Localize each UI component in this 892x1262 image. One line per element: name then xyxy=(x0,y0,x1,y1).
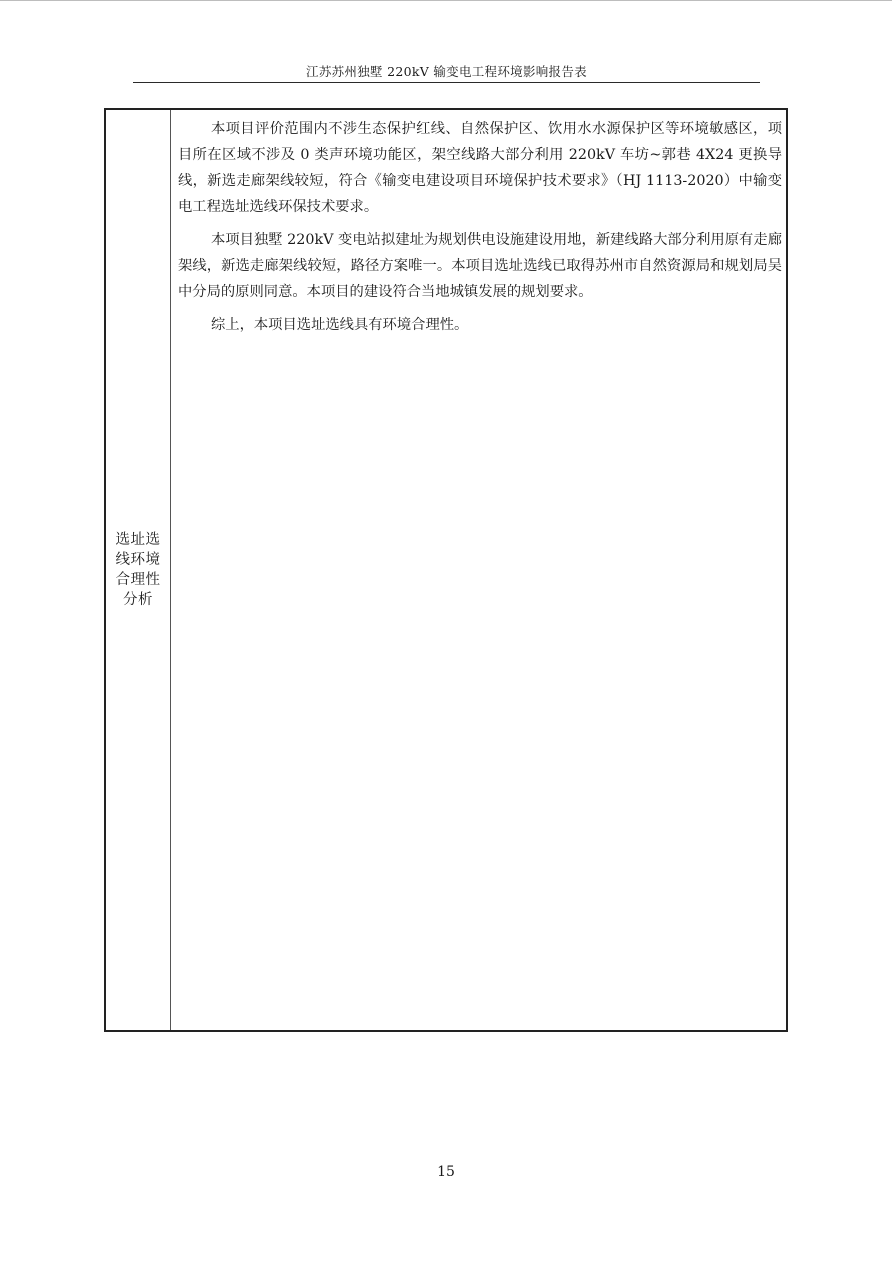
page-top-border xyxy=(0,0,892,1)
table-content-cell xyxy=(178,116,782,345)
table-label-text: 选址选线环境合理性分析 xyxy=(115,532,161,608)
header-underline xyxy=(133,82,760,83)
paragraph-conclusion: 综上，本项目选址选线具有环境合理性。 xyxy=(211,317,469,333)
analysis-table xyxy=(104,108,788,1032)
page-header-title: 江苏苏州独墅 220kV 输变电工程环境影响报告表 xyxy=(306,64,587,79)
column-divider xyxy=(170,110,171,1030)
paragraph-sensitive-areas: 本项目评价范围内不涉生态保护红线、自然保护区、饮用水水源保护区等环境敏感区，项目所在区域不涉及 0 类声环境功能区，架空线路大部分利用 220kV 车坊~郭巷 4X24 更换导线，新选走廊架线较短，符合《输变电建设项目环境保护技术要求》（HJ 1113-2020）中输变电工程选址选线环保技术要求。 xyxy=(178,121,782,215)
table-label-cell xyxy=(106,110,170,1030)
paragraph-site-planning: 本项目独墅 220kV 变电站拟建址为规划供电设施建设用地，新建线路大部分利用原有走廊架线，新选走廊架线较短，路径方案唯一。本项目选址选线已取得苏州市自然资源局和规划局吴中分局的原则同意。本项目的建设符合当地城镇发展的规划要求。 xyxy=(178,232,782,300)
page-number: 15 xyxy=(437,1164,455,1180)
